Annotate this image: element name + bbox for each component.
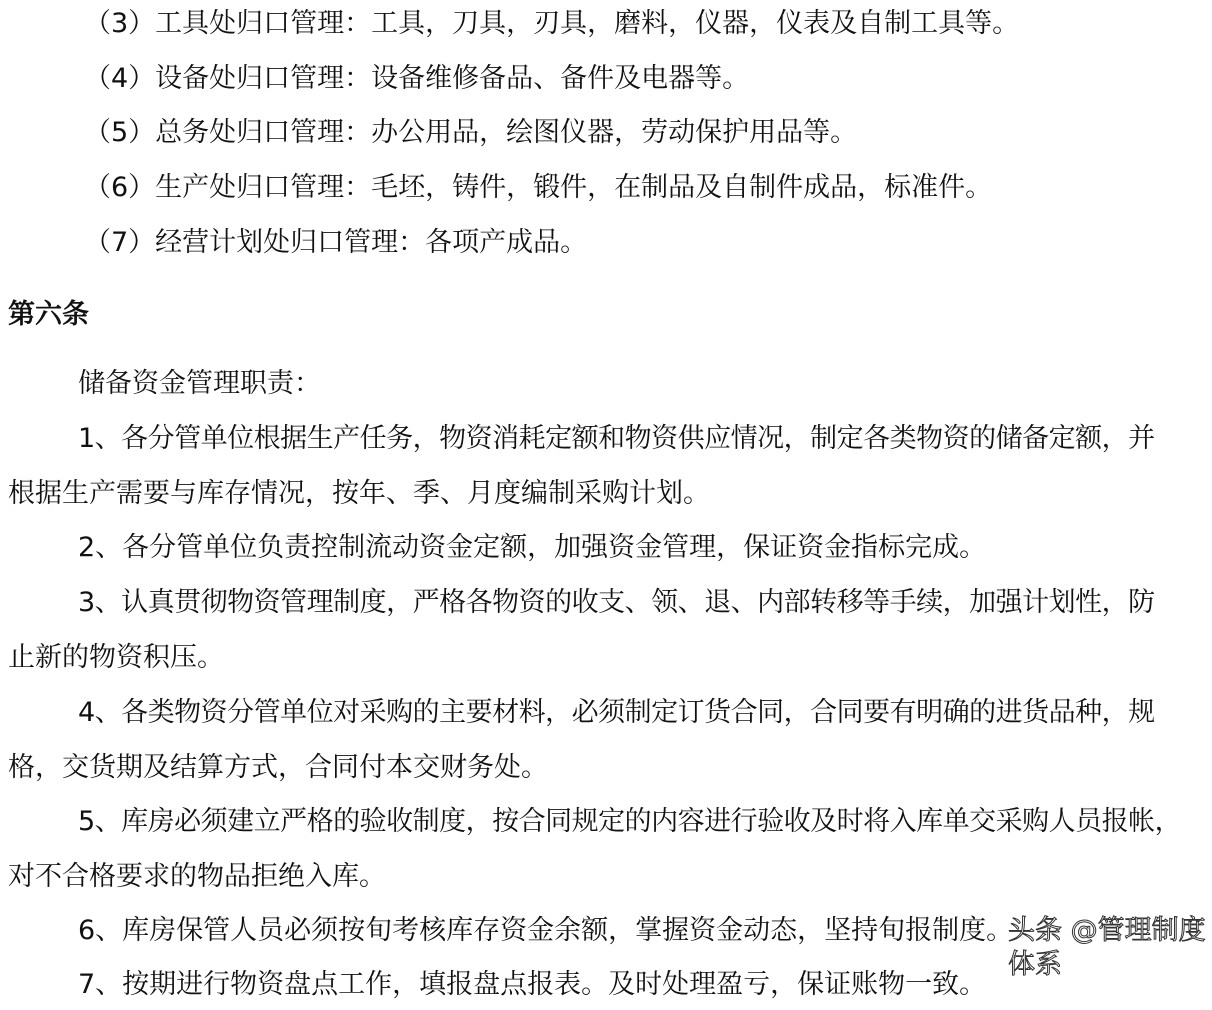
list-item: （4）设备处归口管理：设备维修备品、备件及电器等。 (84, 63, 750, 94)
list-item: （3）工具处归口管理：工具，刀具，刃具，磨料，仪器，仪表及自制工具等。 (84, 8, 1020, 39)
list-item: （6）生产处归口管理：毛坯，铸件，锻件，在制品及自制件成品，标准件。 (84, 172, 993, 203)
paragraph-line: 对不合格要求的物品拒绝入库。 (8, 861, 386, 892)
article-heading: 第六条 (8, 299, 89, 330)
paragraph-line: 根据生产需要与库存情况，按年、季、月度编制采购计划。 (8, 478, 710, 509)
paragraph-line: 5、库房必须建立严格的验收制度，按合同规定的内容进行验收及时将入库单交采购人员报帐， (78, 806, 1182, 837)
paragraph-line: 止新的物资积压。 (8, 642, 224, 673)
paragraph-line: 6、库房保管人员必须按旬考核库存资金余额，掌握资金动态，坚持旬报制度。 (78, 915, 1014, 946)
watermark: 头条 @管理制度体系 (1008, 915, 1206, 980)
list-item: （7）经营计划处归口管理：各项产成品。 (84, 227, 588, 258)
paragraph-line: 4、各类物资分管单位对采购的主要材料，必须制定订货合同，合同要有明确的进货品种，规 (78, 697, 1155, 728)
paragraph-line: 1、各分管单位根据生产任务，物资消耗定额和物资供应情况，制定各类物资的储备定额，并 (78, 423, 1155, 454)
list-item: （5）总务处归口管理：办公用品，绘图仪器，劳动保护用品等。 (84, 117, 858, 148)
paragraph-line: 3、认真贯彻物资管理制度，严格各物资的收支、领、退、内部转移等手续，加强计划性，防 (78, 587, 1155, 618)
paragraph-line: 格，交货期及结算方式，合同付本交财务处。 (8, 752, 548, 783)
paragraph-line: 2、各分管单位负责控制流动资金定额，加强资金管理，保证资金指标完成。 (78, 532, 987, 563)
section-title: 储备资金管理职责： (78, 368, 321, 399)
paragraph-line: 7、按期进行物资盘点工作，填报盘点报表。及时处理盈亏，保证账物一致。 (78, 969, 987, 1000)
